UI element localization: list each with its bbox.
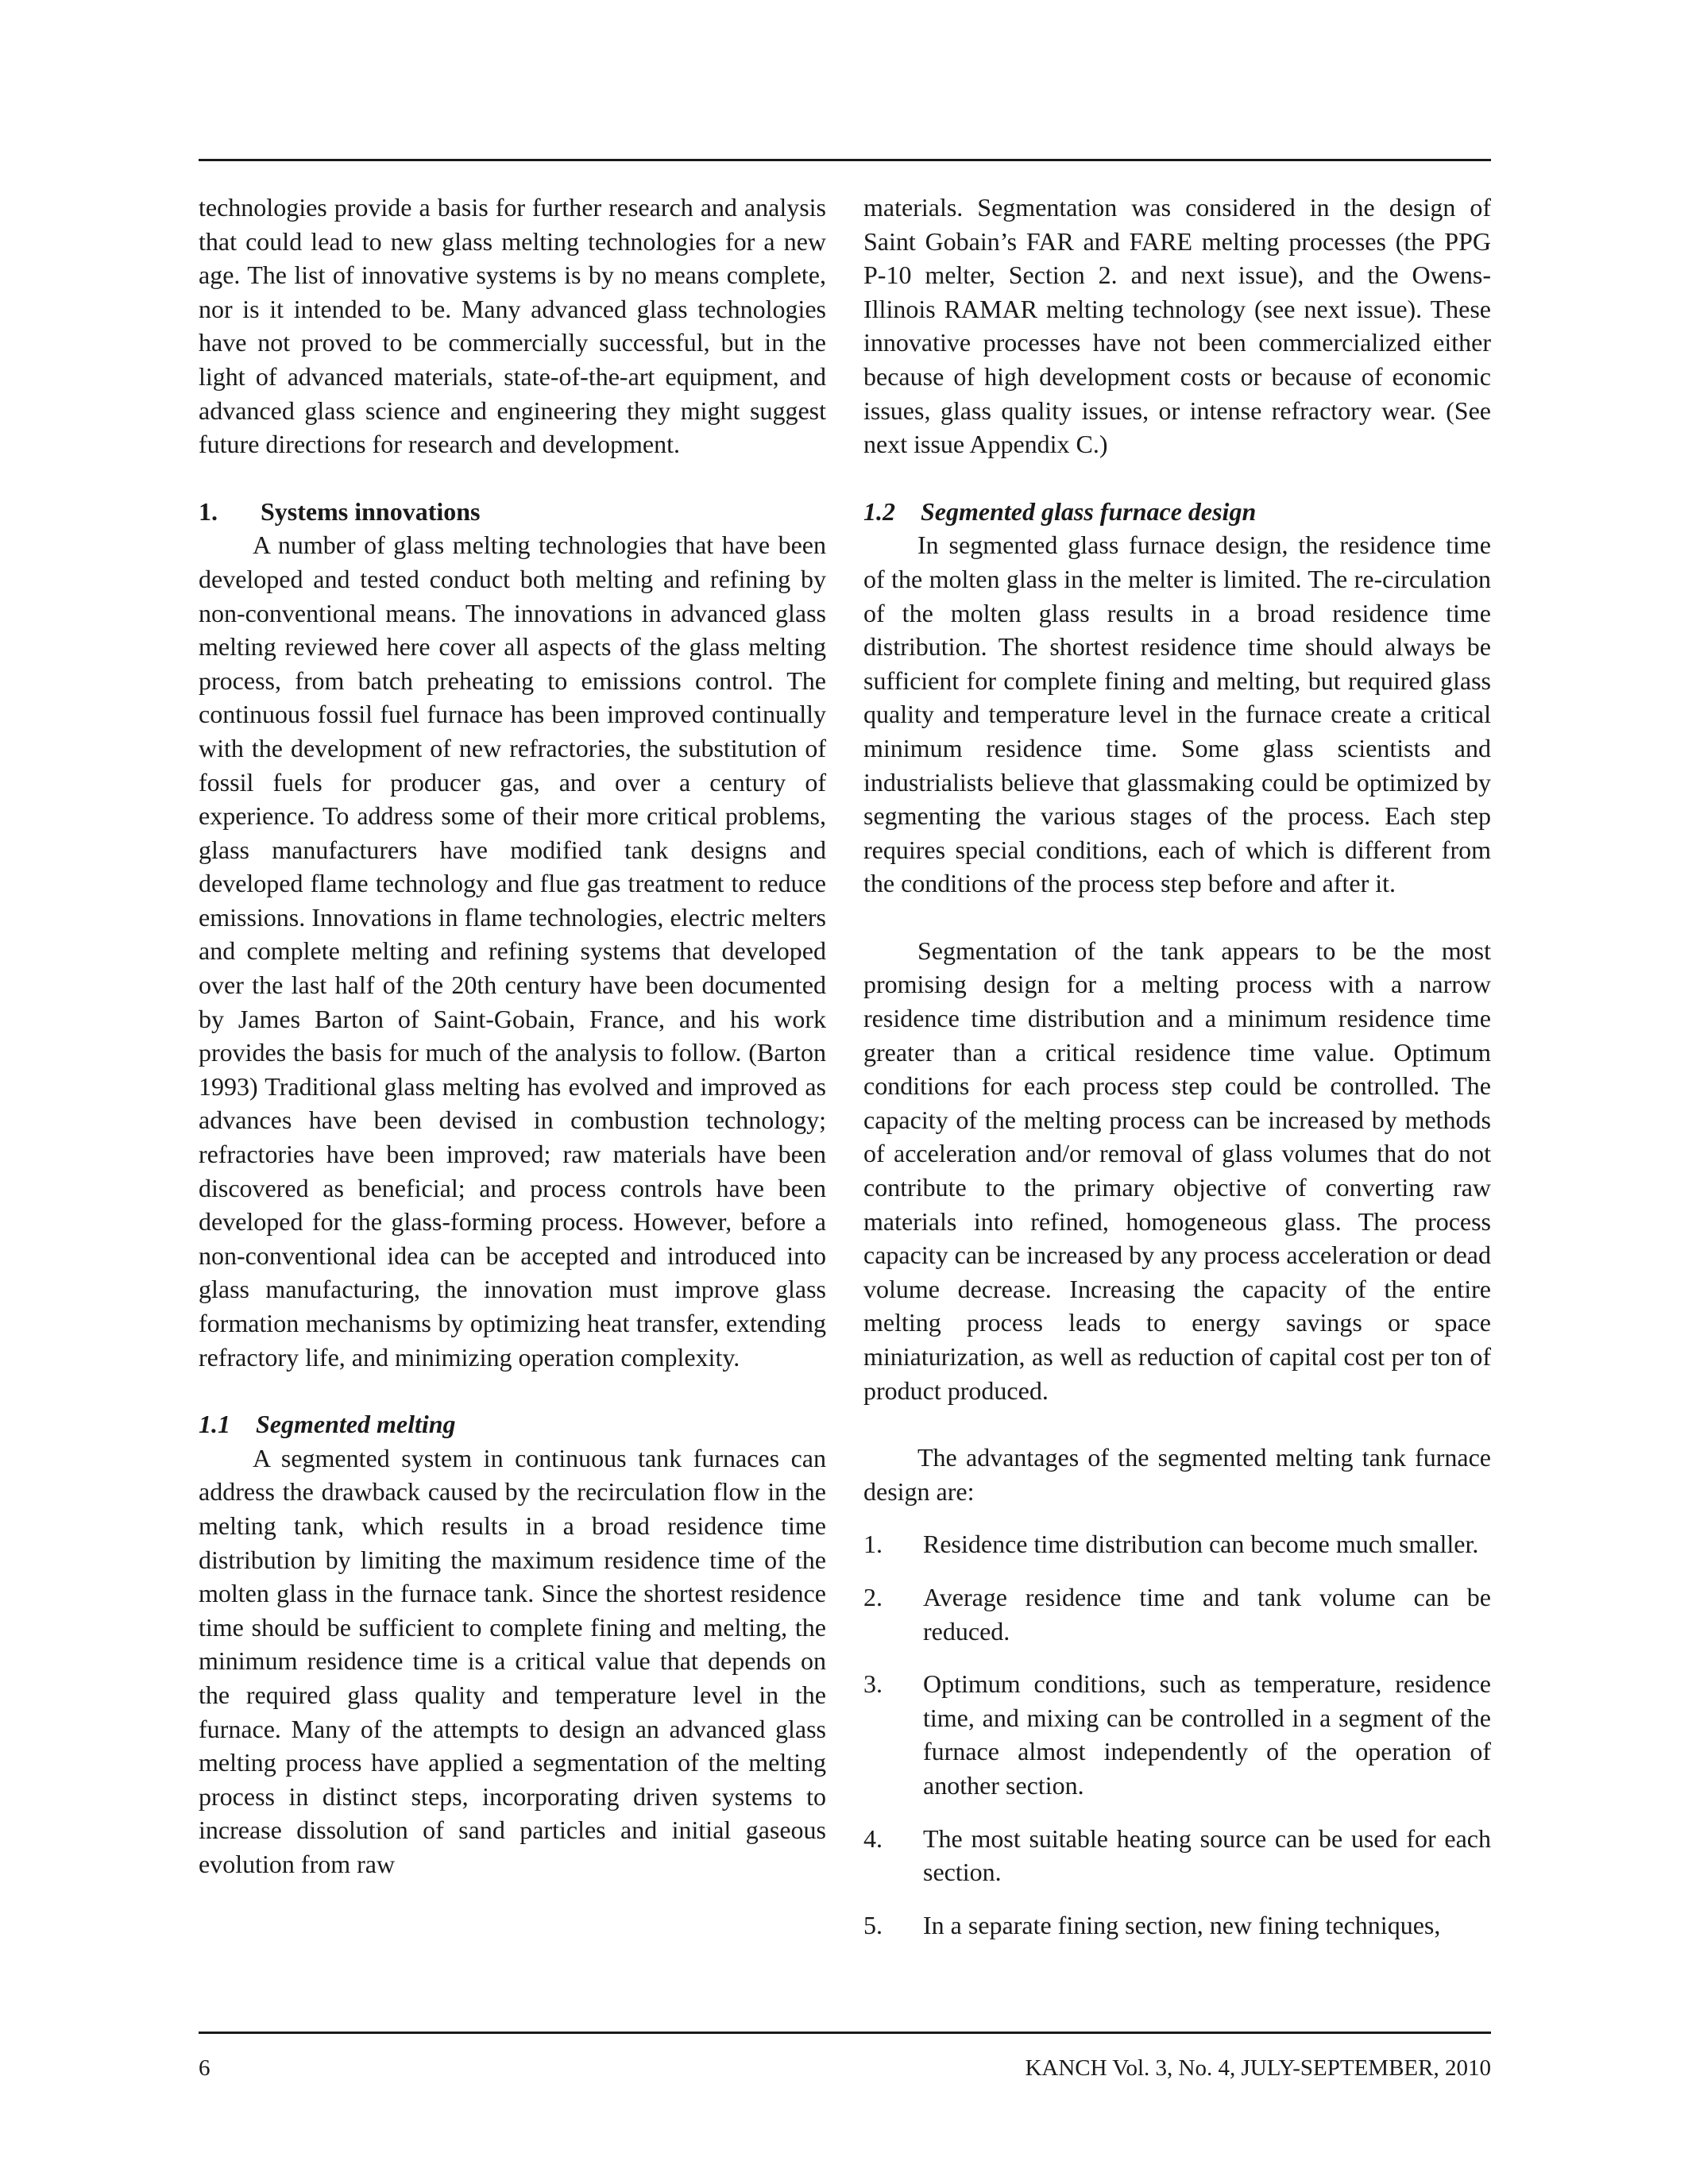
paragraph: The advantages of the segmented melting tank furnace design are: [863, 1443, 1491, 1506]
list-text: Residence time distribution can become much smaller. [923, 1530, 1479, 1559]
subsection-heading [863, 495, 1491, 529]
section-heading [199, 495, 826, 529]
subsection-heading [199, 1407, 826, 1441]
header-rule [199, 159, 1491, 161]
paragraph: A segmented system in continuous tank furnaces can address the drawback caused by the recirculation flow in the melting tank, which results in a broad residence time distribution by limiting the maximum residence time of the molten glass in the furnace tank. Since the shortest residence time should be sufficient to complete fining and melting, the minimum residence time is a critical value that depends on the required glass quality and temperature level in the furnace. Many of the attempts to design an advanced glass melting process have applied a segmentation of the melting process in distinct steps, incorporating driven systems to increase dissolution of sand particles and initial gaseous evolution from raw [199, 1443, 826, 1878]
paragraph: In segmented glass furnace design, the residence time of the molten glass in the melter is limited. The re-circulation of the molten glass results in a broad residence time distribution. The shortest residence time should always be sufficient for complete fining and melting, but required glass quality and temperature level in the furnace create a critical minimum residence time. Some glass scientists and industrialists believe that glassmaking could be optimized by segmenting the various stages of the process. Each step requires special conditions, each of which is different from the conditions of the process step before and after it. [863, 531, 1491, 898]
journal-citation: KANCH Vol. 3, No. 4, JULY-SEPTEMBER, 2010 [1025, 2055, 1491, 2081]
section-title: Systems innovations [261, 496, 481, 526]
paragraph: technologies provide a basis for further research and analysis that could lead to new glass melting technologies for a new age. The list of innovative systems is by no means complete, nor is it intended to be. Many advanced glass technologies have not proved to be commercially successful, but in the light of advanced materials, state-of-the-art equipment, and advanced glass science and engineering they might suggest future directions for research and development. [199, 193, 826, 459]
section-number: 1. [199, 496, 218, 526]
list-item [863, 1908, 1491, 1943]
list-text: The most suitable heating source can be used for each section. [923, 1823, 1491, 1887]
list-number: 4. [863, 1823, 883, 1853]
list-number: 1. [863, 1530, 883, 1559]
subsection-number: 1.2 [863, 496, 895, 526]
list-text: In a separate fining section, new fining techniques, [923, 1910, 1441, 1939]
subsection-title: Segmented melting [256, 1410, 456, 1439]
left-column [199, 191, 826, 1881]
list-number: 2. [863, 1582, 883, 1611]
paragraph: materials. Segmentation was considered in the design of Saint Gobain’s FAR and FARE melting processes (the PPG P-10 melter, Section 2. and next issue), and the Owens-Illinois RAMAR melting technology (see next issue). These innovative processes have not been commercialized either because of high development costs or because of economic issues, glass quality issues, or intense refractory wear. (See next issue Appendix C.) [863, 193, 1491, 459]
right-column [863, 191, 1491, 1942]
page-number: 6 [199, 2055, 211, 2081]
list-item [863, 1822, 1491, 1889]
list-text: Average residence time and tank volume can be reduced. [923, 1582, 1491, 1646]
subsection-number: 1.1 [199, 1410, 230, 1439]
subsection-title: Segmented glass furnace design [921, 496, 1257, 526]
list-item [863, 1667, 1491, 1802]
footer-rule [199, 2032, 1491, 2034]
list-item [863, 1580, 1491, 1648]
paragraph: A number of glass melting technologies that have been developed and tested conduct both melting and refining by non-conventional means. The innovations in advanced glass melting reviewed here cover all aspects of the glass melting process, from batch preheating to emissions control. The continuous fossil fuel furnace has been improved continually with the development of new refractories, the substitution of fossil fuels for producer gas, and over a century of experience. To address some of their more critical problems, glass manufacturers have modified tank designs and developed flame technology and flue gas treatment to reduce emissions. Innovations in flame technologies, electric melters and complete melting and refining systems that developed over the last half of the 20th century have been documented by James Barton of Saint-Gobain, France, and his work provides the basis for much of the analysis to follow. (Barton 1993) Traditional glass melting has evolved and improved as advances have been devised in combustion technology; refractories have been improved; raw materials have been discovered as beneficial; and process controls have been developed for the glass-forming process. However, before a non-conventional idea can be accepted and introduced into glass manufacturing, the innovation must improve glass formation mechanisms by optimizing heat transfer, extending refractory life, and minimizing operation complexity. [199, 531, 826, 1372]
list-number: 5. [863, 1910, 883, 1939]
paragraph: Segmentation of the tank appears to be the most promising design for a melting process with a narrow residence time distribution and a minimum residence time greater than a critical residence time value. Optimum conditions for each process step could be controlled. The capacity of the melting process can be increased by methods of acceleration and/or removal of glass volumes that do not contribute to the primary objective of converting raw materials into refined, homogeneous glass. The process capacity can be increased by any process acceleration or dead volume decrease. Increasing the capacity of the entire melting process leads to energy savings or space miniaturization, as well as reduction of capital cost per ton of product produced. [863, 936, 1491, 1405]
list-text: Optimum conditions, such as temperature, residence time, and mixing can be controlled in a segment of the furnace almost independently of the operation of another section. [923, 1669, 1491, 1800]
list-item [863, 1527, 1491, 1561]
list-number: 3. [863, 1669, 883, 1699]
advantages-list [863, 1527, 1491, 1942]
